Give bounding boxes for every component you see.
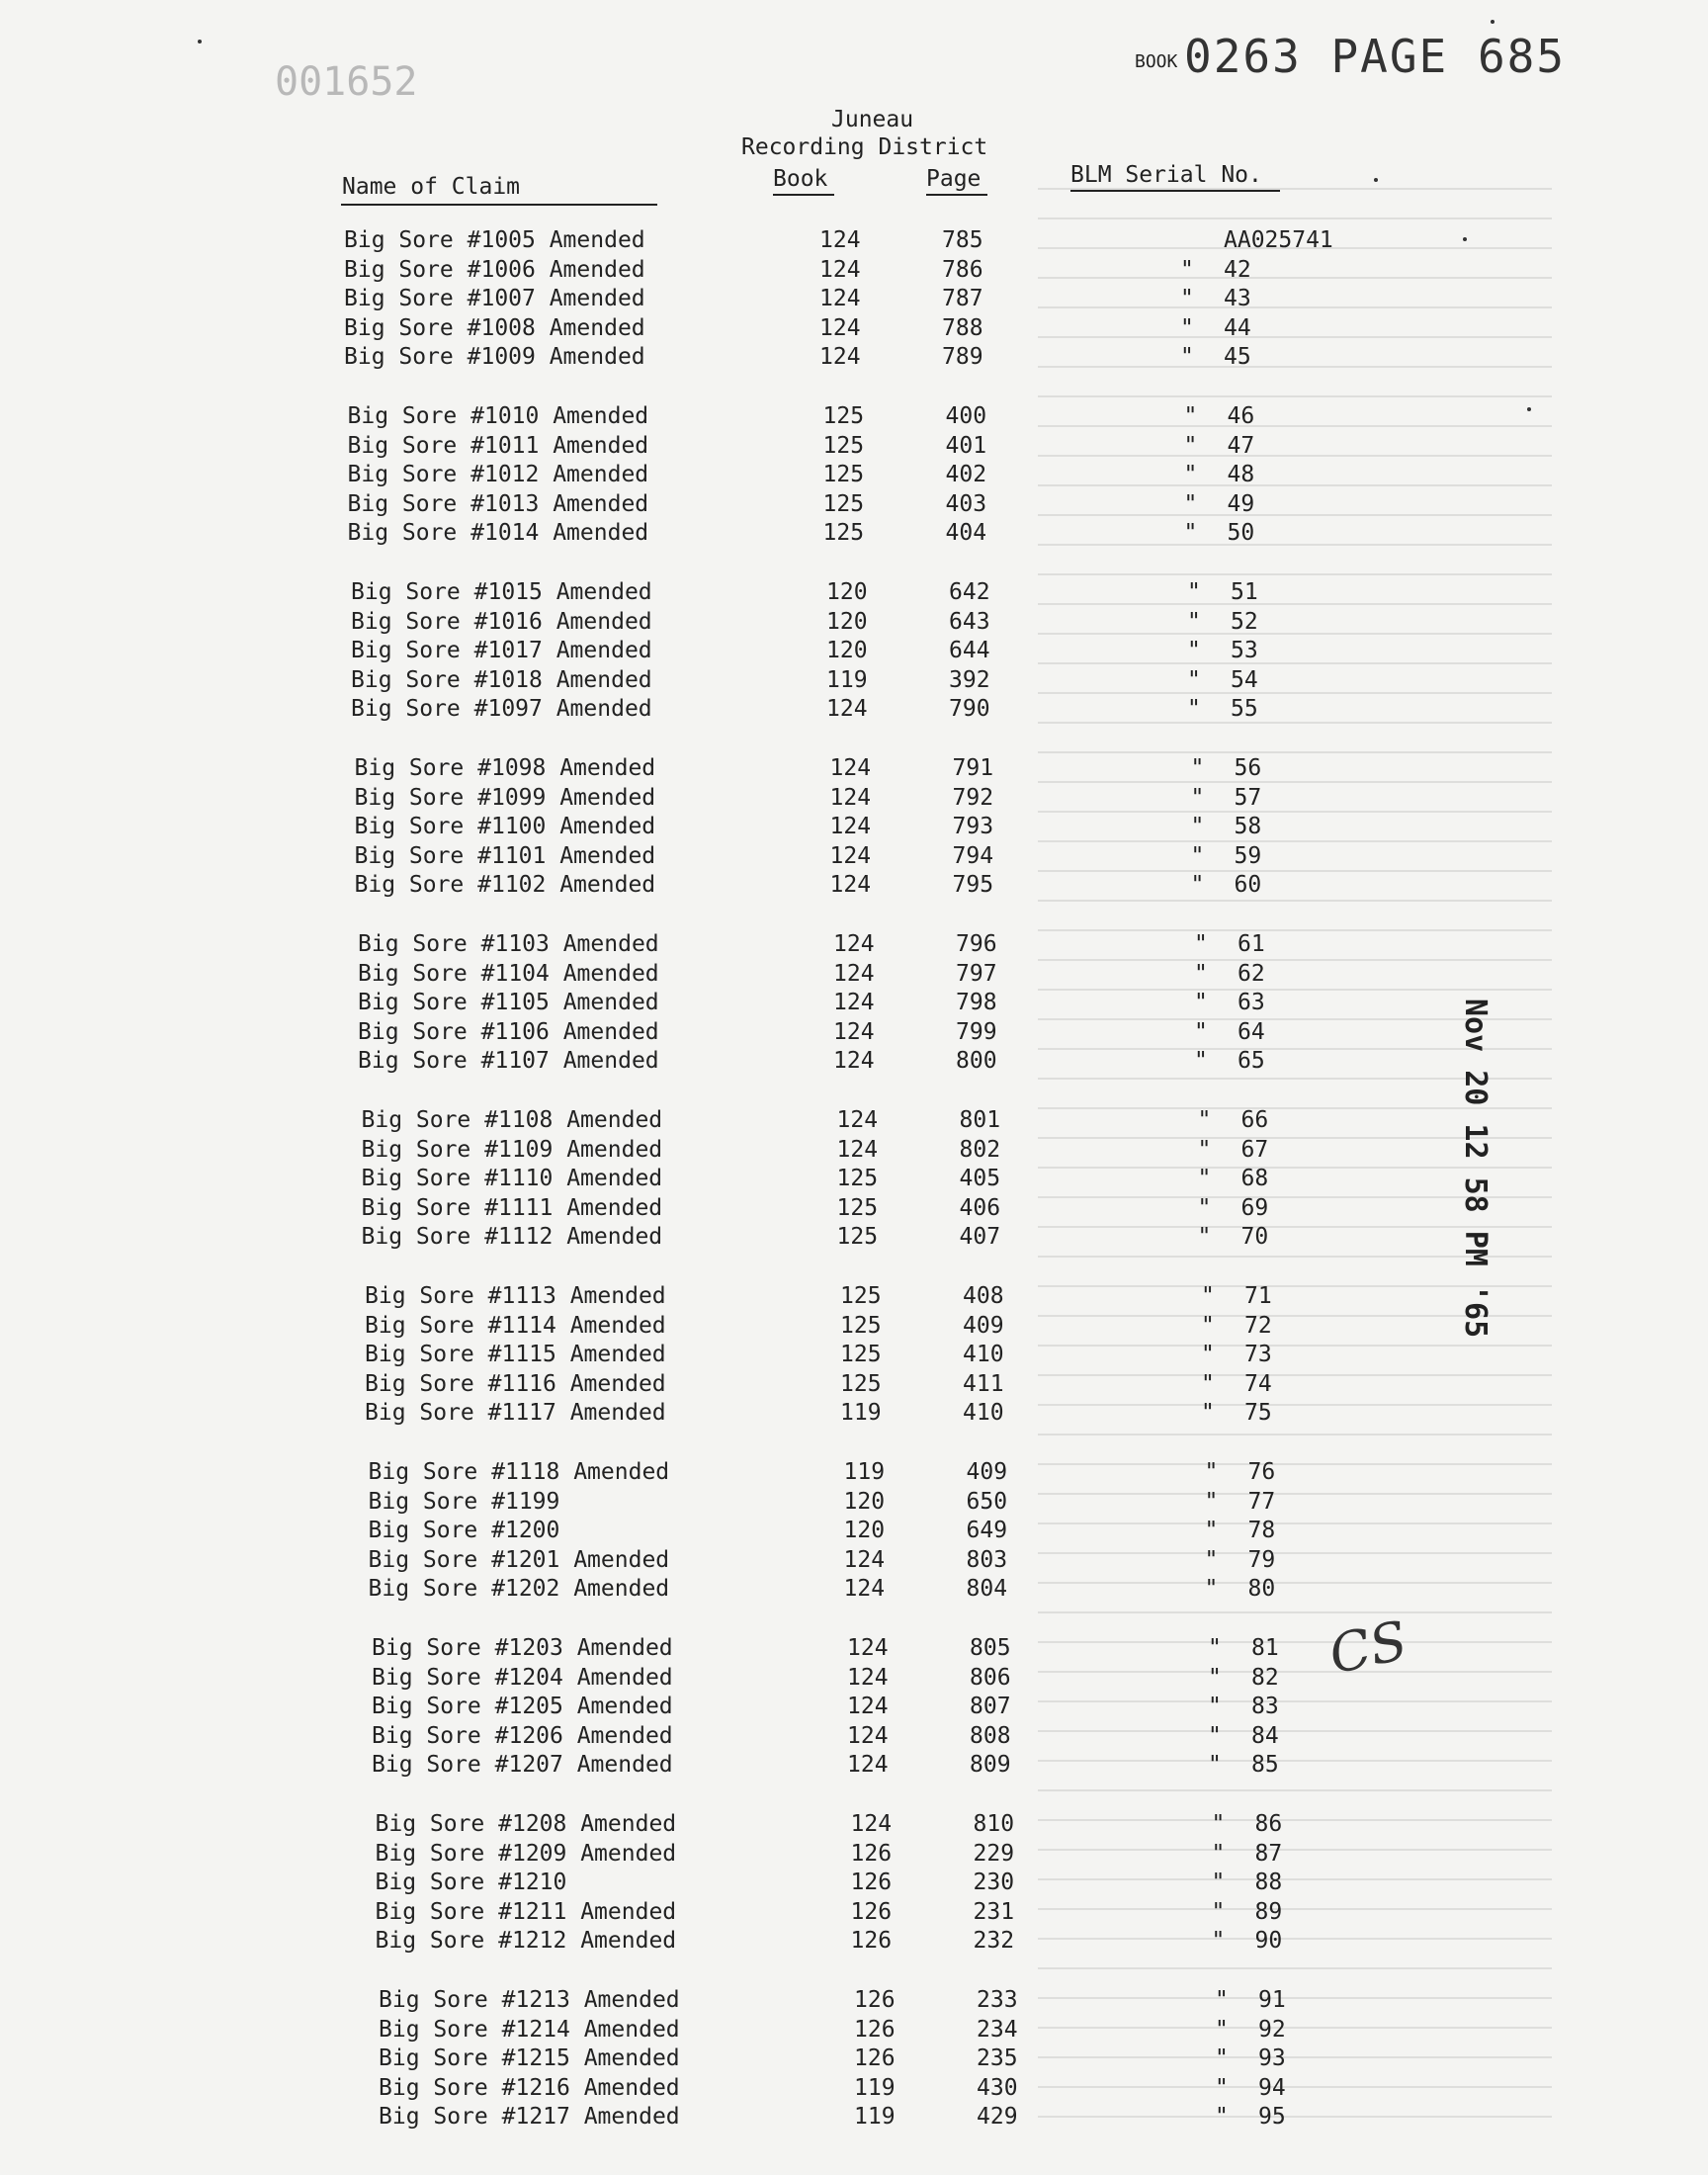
claim-name: Big Sore #1116 Amended [365, 1370, 666, 1397]
serial-number: 68 [1240, 1166, 1269, 1192]
book-number: 124 [843, 1576, 886, 1603]
serial-number: 51 [1231, 579, 1258, 605]
district-label: Recording District [741, 134, 988, 160]
serial-number: 92 [1258, 2016, 1286, 2043]
ditto-mark: " [1197, 1194, 1212, 1221]
ditto-mark: " [1194, 990, 1208, 1016]
book-number: 124 [833, 1048, 875, 1075]
ditto-mark: " [1211, 1928, 1226, 1955]
claim-name: Big Sore #1104 Amended [358, 960, 659, 987]
book-number: 126 [850, 1840, 893, 1867]
book-number: 125 [822, 403, 865, 429]
page-number: 801 [959, 1107, 1001, 1133]
book-number: 124 [847, 1664, 889, 1691]
serial-number: 83 [1251, 1694, 1279, 1720]
serial-number: 42 [1224, 256, 1251, 283]
page-number: 649 [966, 1518, 1008, 1544]
claim-name: Big Sore #1205 Amended [372, 1694, 673, 1720]
page-number: 392 [949, 666, 990, 693]
page-number: 408 [963, 1283, 1004, 1309]
book-number: 126 [850, 1928, 893, 1955]
book-number: 124 [829, 872, 872, 899]
claim-name: Big Sore #1008 Amended [344, 314, 645, 341]
ditto-mark: " [1211, 1811, 1226, 1837]
book-number: 126 [850, 1870, 893, 1896]
page-number: 229 [973, 1840, 1015, 1867]
ditto-mark: " [1183, 520, 1198, 547]
ditto-mark: " [1211, 1840, 1226, 1867]
claim-name: Big Sore #1211 Amended [375, 1898, 677, 1925]
ditto-mark: " [1183, 462, 1198, 488]
book-number: 124 [847, 1635, 889, 1661]
header-blm-serial: BLM Serial No. [1070, 162, 1262, 188]
claim-name: Big Sore #1014 Amended [347, 520, 649, 547]
claim-name: Big Sore #1012 Amended [347, 462, 649, 488]
book-number: 124 [843, 1546, 886, 1573]
page-number: 798 [956, 990, 997, 1016]
ditto-mark: " [1211, 1898, 1226, 1925]
claim-name: Big Sore #1109 Amended [361, 1136, 663, 1163]
page-number: 785 [942, 227, 983, 253]
serial-number: 87 [1254, 1840, 1283, 1867]
ditto-mark: " [1204, 1576, 1219, 1603]
ditto-mark: " [1215, 2045, 1229, 2072]
book-number: 120 [826, 579, 868, 605]
book-number: 124 [833, 931, 875, 957]
ditto-mark: " [1204, 1546, 1219, 1573]
book-number: 126 [854, 2045, 896, 2072]
book-number: 124 [829, 755, 872, 781]
book-number: 119 [854, 2074, 896, 2101]
book-number: 124 [829, 814, 872, 840]
page-number: 809 [970, 1752, 1011, 1779]
claim-name: Big Sore #1108 Amended [361, 1107, 663, 1133]
serial-number: 59 [1234, 842, 1262, 869]
page-number: 795 [952, 872, 994, 899]
ditto-mark: " [1190, 814, 1205, 840]
claim-name: Big Sore #1113 Amended [365, 1283, 666, 1309]
page-number: 787 [942, 286, 983, 312]
claim-name: Big Sore #1107 Amended [358, 1048, 659, 1075]
claim-name: Big Sore #1206 Amended [372, 1722, 673, 1749]
scan-speck [1463, 237, 1467, 241]
claim-name: Big Sore #1111 Amended [361, 1194, 663, 1221]
claim-name: Big Sore #1007 Amended [344, 286, 645, 312]
book-number: 124 [836, 1136, 879, 1163]
claim-name: Big Sore #1011 Amended [347, 432, 649, 459]
header-rule-serial [1070, 190, 1280, 192]
serial-number: 85 [1251, 1752, 1279, 1779]
claim-name: Big Sore #1216 Amended [379, 2074, 680, 2101]
claim-name: Big Sore #1115 Amended [365, 1342, 666, 1368]
book-number: 119 [840, 1400, 882, 1427]
serial-number: 54 [1231, 666, 1258, 693]
page-number: 644 [949, 638, 990, 664]
serial-number: 63 [1238, 990, 1265, 1016]
book-label: BOOK [1135, 51, 1178, 72]
page-number: 409 [963, 1312, 1004, 1339]
book-number: 120 [843, 1488, 886, 1515]
claim-name: Big Sore #1006 Amended [344, 256, 645, 283]
ditto-mark: " [1201, 1342, 1215, 1368]
book-number: 120 [826, 608, 868, 635]
page-number: 405 [959, 1166, 1001, 1192]
page-number: 233 [977, 1987, 1018, 2013]
claim-name: Big Sore #1099 Amended [354, 784, 656, 811]
claim-name: Big Sore #1199 [368, 1488, 560, 1515]
claim-name: Big Sore #1209 Amended [375, 1840, 677, 1867]
page-number: 786 [942, 256, 983, 283]
claim-name: Big Sore #1102 Amended [354, 872, 656, 899]
page-number: 410 [963, 1400, 1004, 1427]
book-number: 124 [819, 286, 861, 312]
book-number: 126 [854, 2016, 896, 2043]
ditto-mark: " [1208, 1722, 1222, 1749]
claim-name: Big Sore #1215 Amended [379, 2045, 680, 2072]
serial-number: 58 [1234, 814, 1262, 840]
ditto-mark: " [1187, 666, 1201, 693]
scan-speck [1527, 407, 1531, 411]
page-number: 790 [949, 696, 990, 723]
page-number: 411 [963, 1370, 1004, 1397]
serial-number: 91 [1258, 1987, 1286, 2013]
ditto-mark: " [1204, 1459, 1219, 1485]
serial-number: 64 [1238, 1018, 1265, 1045]
page-number: 234 [977, 2016, 1018, 2043]
serial-number: 80 [1247, 1576, 1276, 1603]
page-number: 650 [966, 1488, 1008, 1515]
ditto-mark: " [1187, 638, 1201, 664]
serial-number: 88 [1254, 1870, 1283, 1896]
ditto-mark: " [1208, 1664, 1222, 1691]
book-number: 124 [819, 314, 861, 341]
claim-name: Big Sore #1208 Amended [375, 1811, 677, 1837]
ditto-mark: " [1204, 1518, 1219, 1544]
page-number: 797 [956, 960, 997, 987]
page-number: 409 [966, 1459, 1008, 1485]
serial-number: 44 [1224, 314, 1251, 341]
page-number: 796 [956, 931, 997, 957]
header-rule-page [926, 194, 987, 196]
serial-number: 86 [1254, 1811, 1283, 1837]
claim-name: Big Sore #1098 Amended [354, 755, 656, 781]
book-page-number: 0263 PAGE 685 [1184, 30, 1567, 83]
book-number: 124 [847, 1752, 889, 1779]
serial-number: 84 [1251, 1722, 1279, 1749]
ditto-mark: " [1190, 872, 1205, 899]
serial-number: 90 [1254, 1928, 1283, 1955]
ditto-mark: " [1215, 2016, 1229, 2043]
ditto-mark: " [1197, 1107, 1212, 1133]
ditto-mark: " [1208, 1694, 1222, 1720]
serial-number: 57 [1234, 784, 1262, 811]
handwritten-initials: CS [1324, 1609, 1413, 1687]
book-number: 119 [854, 2104, 896, 2131]
serial-number: 76 [1247, 1459, 1276, 1485]
claim-name: Big Sore #1100 Amended [354, 814, 656, 840]
page-number: 794 [952, 842, 994, 869]
serial-number: 94 [1258, 2074, 1286, 2101]
serial-number: 61 [1238, 931, 1265, 957]
claim-name: Big Sore #1202 Amended [368, 1576, 670, 1603]
claim-name: Big Sore #1207 Amended [372, 1752, 673, 1779]
page-number: 789 [942, 344, 983, 371]
book-number: 119 [843, 1459, 886, 1485]
claim-name: Big Sore #1112 Amended [361, 1224, 663, 1251]
claim-name: Big Sore #1117 Amended [365, 1400, 666, 1427]
page-number: 793 [952, 814, 994, 840]
claim-name: Big Sore #1212 Amended [375, 1928, 677, 1955]
ditto-mark: " [1190, 755, 1205, 781]
header-rule-book [773, 194, 834, 196]
ghost-serial: 001652 [275, 59, 418, 105]
serial-number: 53 [1231, 638, 1258, 664]
page-number: 230 [973, 1870, 1015, 1896]
page-number: 404 [945, 520, 987, 547]
ditto-mark: " [1180, 286, 1194, 312]
ditto-mark: " [1215, 2104, 1229, 2131]
ditto-mark: " [1201, 1283, 1215, 1309]
page-number: 429 [977, 2104, 1018, 2131]
scan-speck [198, 40, 202, 44]
ditto-mark: " [1197, 1224, 1212, 1251]
serial-number: 47 [1227, 432, 1255, 459]
serial-number: 75 [1244, 1400, 1272, 1427]
book-number: 124 [833, 960, 875, 987]
serial-number: 66 [1240, 1107, 1269, 1133]
page-number: 235 [977, 2045, 1018, 2072]
book-number: 124 [847, 1694, 889, 1720]
ditto-mark: " [1194, 931, 1208, 957]
book-number: 124 [819, 344, 861, 371]
serial-number: 89 [1254, 1898, 1283, 1925]
serial-number: 67 [1240, 1136, 1269, 1163]
page-number: 804 [966, 1576, 1008, 1603]
claim-name: Big Sore #1214 Amended [379, 2016, 680, 2043]
book-number: 124 [847, 1722, 889, 1749]
claim-name: Big Sore #1005 Amended [344, 227, 645, 253]
page-number: 643 [949, 608, 990, 635]
page-number: 400 [945, 403, 987, 429]
book-number: 125 [840, 1342, 882, 1368]
ditto-mark: " [1197, 1166, 1212, 1192]
ditto-mark: " [1180, 256, 1194, 283]
ditto-mark: " [1215, 1987, 1229, 2013]
recording-date-stamp: Nov 20 12 58 PM '65 [1458, 999, 1493, 1339]
serial-number: 70 [1240, 1224, 1269, 1251]
serial-number: 55 [1231, 696, 1258, 723]
page-number: 410 [963, 1342, 1004, 1368]
page-number: 799 [956, 1018, 997, 1045]
serial-number: AA025741 [1224, 227, 1333, 253]
claim-name: Big Sore #1017 Amended [351, 638, 652, 664]
district-city: Juneau [831, 107, 914, 132]
book-number: 124 [819, 256, 861, 283]
book-number: 125 [836, 1166, 879, 1192]
claim-name: Big Sore #1114 Amended [365, 1312, 666, 1339]
book-number: 125 [822, 462, 865, 488]
claim-name: Big Sore #1217 Amended [379, 2104, 680, 2131]
page-number: 642 [949, 579, 990, 605]
page-number: 800 [956, 1048, 997, 1075]
ditto-mark: " [1187, 608, 1201, 635]
serial-number: 82 [1251, 1664, 1279, 1691]
book-number: 124 [836, 1107, 879, 1133]
claim-name: Big Sore #1103 Amended [358, 931, 659, 957]
ditto-mark: " [1180, 344, 1194, 371]
book-number: 120 [843, 1518, 886, 1544]
serial-number: 65 [1238, 1048, 1265, 1075]
ditto-mark: " [1180, 314, 1194, 341]
header-book: Book [773, 166, 828, 192]
ditto-mark: " [1208, 1635, 1222, 1661]
claim-name: Big Sore #1016 Amended [351, 608, 652, 635]
book-number: 124 [829, 784, 872, 811]
ditto-mark: " [1211, 1870, 1226, 1896]
page-number: 792 [952, 784, 994, 811]
header-page: Page [926, 166, 982, 192]
ditto-mark: " [1194, 1048, 1208, 1075]
serial-number: 78 [1247, 1518, 1276, 1544]
page-number: 810 [973, 1811, 1015, 1837]
header-rule-name [341, 204, 657, 206]
serial-number: 72 [1244, 1312, 1272, 1339]
page-number: 802 [959, 1136, 1001, 1163]
book-number: 124 [819, 227, 861, 253]
book-number: 125 [822, 520, 865, 547]
ditto-mark: " [1204, 1488, 1219, 1515]
serial-number: 95 [1258, 2104, 1286, 2131]
serial-number: 56 [1234, 755, 1262, 781]
claim-name: Big Sore #1009 Amended [344, 344, 645, 371]
claim-name: Big Sore #1097 Amended [351, 696, 652, 723]
claim-name: Big Sore #1018 Amended [351, 666, 652, 693]
serial-number: 74 [1244, 1370, 1272, 1397]
ditto-mark: " [1197, 1136, 1212, 1163]
book-number: 125 [840, 1312, 882, 1339]
book-number: 125 [822, 432, 865, 459]
ditto-mark: " [1183, 403, 1198, 429]
serial-number: 60 [1234, 872, 1262, 899]
page-number: 402 [945, 462, 987, 488]
claim-name: Big Sore #1101 Amended [354, 842, 656, 869]
claim-name: Big Sore #1105 Amended [358, 990, 659, 1016]
claim-name: Big Sore #1203 Amended [372, 1635, 673, 1661]
book-number: 125 [836, 1194, 879, 1221]
book-number: 125 [840, 1283, 882, 1309]
claim-name: Big Sore #1013 Amended [347, 490, 649, 517]
page-number: 808 [970, 1722, 1011, 1749]
serial-number: 93 [1258, 2045, 1286, 2072]
ditto-mark: " [1215, 2074, 1229, 2101]
book-number: 124 [833, 990, 875, 1016]
serial-number: 62 [1238, 960, 1265, 987]
book-number: 120 [826, 638, 868, 664]
page-number: 232 [973, 1928, 1015, 1955]
claim-name: Big Sore #1106 Amended [358, 1018, 659, 1045]
ditto-mark: " [1190, 842, 1205, 869]
book-number: 125 [836, 1224, 879, 1251]
serial-number: 45 [1224, 344, 1251, 371]
book-number: 124 [829, 842, 872, 869]
claim-name: Big Sore #1118 Amended [368, 1459, 670, 1485]
scan-speck [1374, 178, 1378, 182]
book-number: 124 [850, 1811, 893, 1837]
ditto-mark: " [1201, 1370, 1215, 1397]
page-number: 805 [970, 1635, 1011, 1661]
page-number: 430 [977, 2074, 1018, 2101]
ditto-mark: " [1201, 1400, 1215, 1427]
serial-number: 73 [1244, 1342, 1272, 1368]
claim-name: Big Sore #1213 Amended [379, 1987, 680, 2013]
book-number: 125 [822, 490, 865, 517]
claim-name: Big Sore #1110 Amended [361, 1166, 663, 1192]
book-number: 124 [833, 1018, 875, 1045]
book-number: 126 [850, 1898, 893, 1925]
page-number: 807 [970, 1694, 1011, 1720]
ditto-mark: " [1183, 432, 1198, 459]
book-number: 126 [854, 1987, 896, 2013]
serial-number: 71 [1244, 1283, 1272, 1309]
ditto-mark: " [1187, 696, 1201, 723]
ditto-mark: " [1201, 1312, 1215, 1339]
book-number: 119 [826, 666, 868, 693]
claim-name: Big Sore #1015 Amended [351, 579, 652, 605]
claim-name: Big Sore #1010 Amended [347, 403, 649, 429]
header-name-of-claim: Name of Claim [342, 174, 521, 200]
claim-name: Big Sore #1210 [375, 1870, 567, 1896]
ditto-mark: " [1183, 490, 1198, 517]
ditto-mark: " [1187, 579, 1201, 605]
serial-number: 49 [1227, 490, 1255, 517]
page-number: 806 [970, 1664, 1011, 1691]
ditto-mark: " [1194, 1018, 1208, 1045]
page-number: 403 [945, 490, 987, 517]
claim-name: Big Sore #1201 Amended [368, 1546, 670, 1573]
claim-name: Big Sore #1200 [368, 1518, 560, 1544]
page-number: 788 [942, 314, 983, 341]
scan-speck [1491, 20, 1494, 24]
page-number: 401 [945, 432, 987, 459]
ditto-mark: " [1208, 1752, 1222, 1779]
serial-number: 46 [1227, 403, 1255, 429]
serial-number: 50 [1227, 520, 1255, 547]
serial-number: 52 [1231, 608, 1258, 635]
serial-number: 69 [1240, 1194, 1269, 1221]
serial-number: 48 [1227, 462, 1255, 488]
serial-number: 81 [1251, 1635, 1279, 1661]
page-number: 803 [966, 1546, 1008, 1573]
book-number: 125 [840, 1370, 882, 1397]
claim-name: Big Sore #1204 Amended [372, 1664, 673, 1691]
ditto-mark: " [1194, 960, 1208, 987]
book-number: 124 [826, 696, 868, 723]
ditto-mark: " [1190, 784, 1205, 811]
page-number: 406 [959, 1194, 1001, 1221]
page-number: 791 [952, 755, 994, 781]
page-number: 231 [973, 1898, 1015, 1925]
serial-number: 43 [1224, 286, 1251, 312]
serial-number: 79 [1247, 1546, 1276, 1573]
page-number: 407 [959, 1224, 1001, 1251]
serial-number: 77 [1247, 1488, 1276, 1515]
